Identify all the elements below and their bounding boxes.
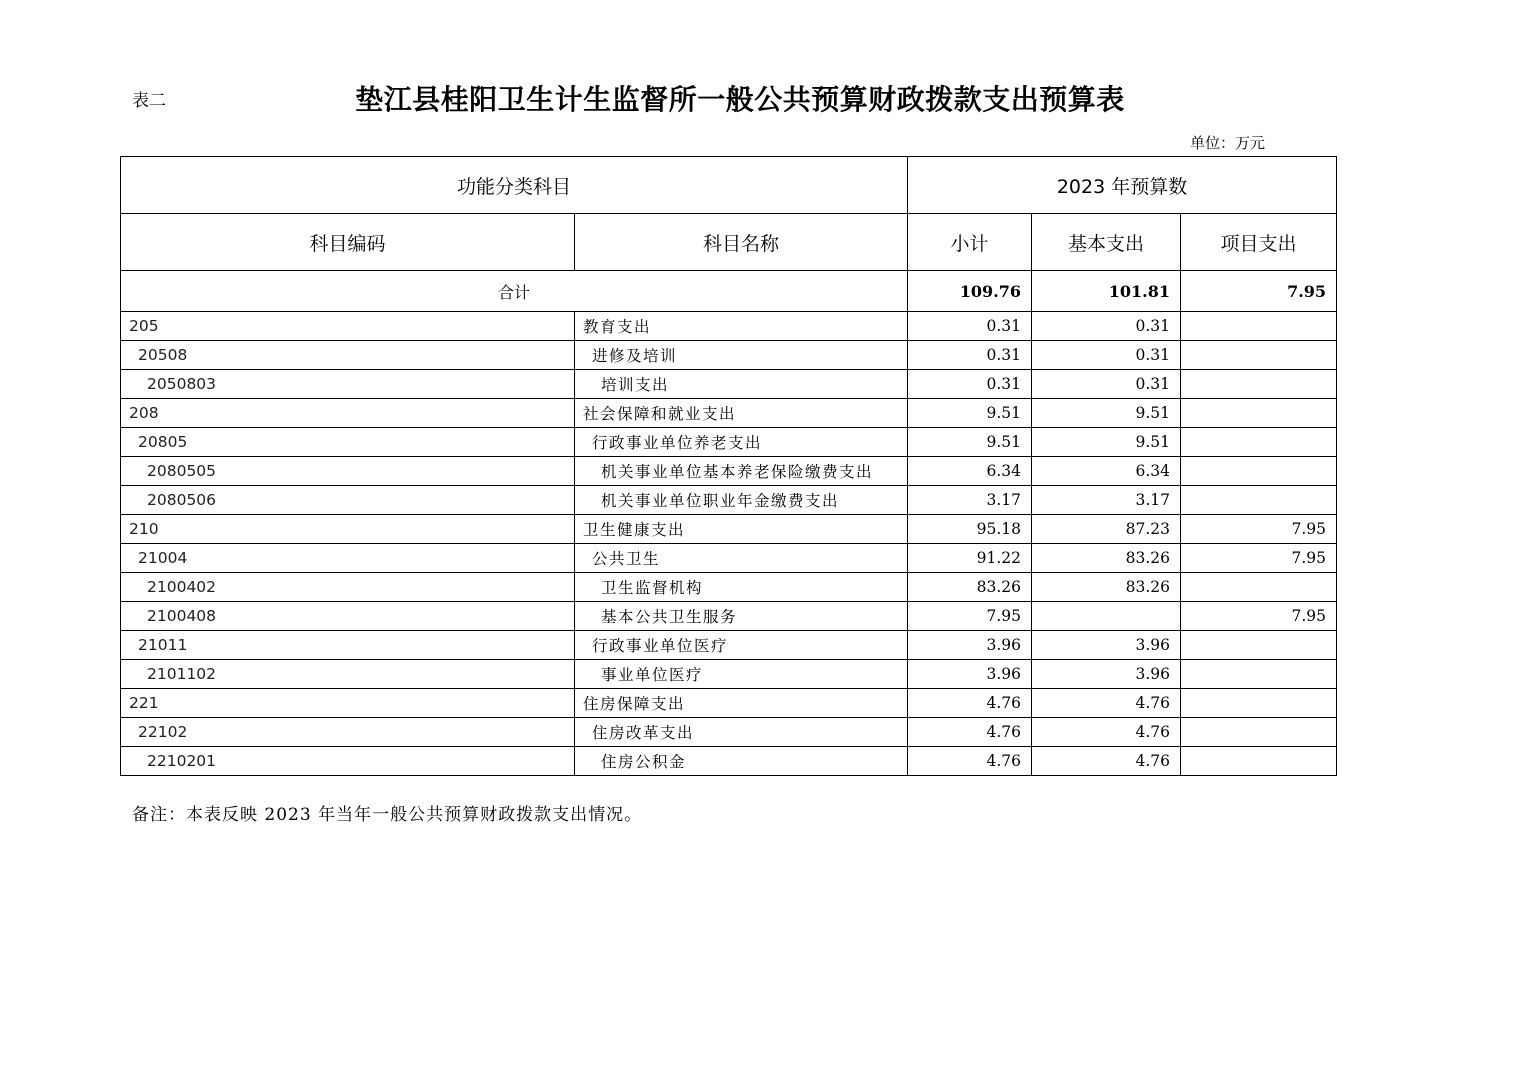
row-basic: 4.76 xyxy=(1032,718,1181,747)
row-code: 2080506 xyxy=(121,486,575,515)
row-code: 2050803 xyxy=(121,370,575,399)
row-project xyxy=(1181,660,1337,689)
table-row xyxy=(121,399,1337,428)
row-basic xyxy=(1032,602,1181,631)
row-name: 住房保障支出 xyxy=(575,689,908,718)
row-name: 社会保障和就业支出 xyxy=(575,399,908,428)
row-project: 7.95 xyxy=(1181,544,1337,573)
page-title: 垫江县桂阳卫生计生监督所一般公共预算财政拨款支出预算表 xyxy=(355,83,1125,116)
total-label: 合计 xyxy=(121,271,908,312)
row-basic: 0.31 xyxy=(1032,312,1181,341)
table-row xyxy=(121,660,1337,689)
row-subtotal: 0.31 xyxy=(908,370,1032,399)
row-subtotal: 91.22 xyxy=(908,544,1032,573)
row-project xyxy=(1181,457,1337,486)
row-name: 住房公积金 xyxy=(575,747,908,776)
row-basic: 4.76 xyxy=(1032,689,1181,718)
table-row xyxy=(121,573,1337,602)
row-subtotal: 7.95 xyxy=(908,602,1032,631)
row-project xyxy=(1181,428,1337,457)
row-code: 208 xyxy=(121,399,575,428)
row-name: 进修及培训 xyxy=(575,341,908,370)
row-project xyxy=(1181,631,1337,660)
row-subtotal: 0.31 xyxy=(908,312,1032,341)
table-row xyxy=(121,486,1337,515)
row-basic: 87.23 xyxy=(1032,515,1181,544)
table-row xyxy=(121,602,1337,631)
row-code: 2100408 xyxy=(121,602,575,631)
table-row xyxy=(121,544,1337,573)
row-basic: 0.31 xyxy=(1032,341,1181,370)
row-name: 卫生监督机构 xyxy=(575,573,908,602)
row-subtotal: 95.18 xyxy=(908,515,1032,544)
total-row xyxy=(121,271,1337,312)
row-basic: 4.76 xyxy=(1032,747,1181,776)
table-row xyxy=(121,718,1337,747)
row-subtotal: 0.31 xyxy=(908,341,1032,370)
row-subtotal: 83.26 xyxy=(908,573,1032,602)
row-subtotal: 3.17 xyxy=(908,486,1032,515)
row-basic: 6.34 xyxy=(1032,457,1181,486)
table-row xyxy=(121,689,1337,718)
header-project: 项目支出 xyxy=(1181,214,1337,271)
row-name: 公共卫生 xyxy=(575,544,908,573)
row-subtotal: 4.76 xyxy=(908,747,1032,776)
row-subtotal: 6.34 xyxy=(908,457,1032,486)
table-row xyxy=(121,515,1337,544)
row-subtotal: 3.96 xyxy=(908,631,1032,660)
row-subtotal: 3.96 xyxy=(908,660,1032,689)
header-row-columns xyxy=(121,214,1337,271)
table-row xyxy=(121,428,1337,457)
table-row xyxy=(121,312,1337,341)
row-project xyxy=(1181,689,1337,718)
row-code: 20805 xyxy=(121,428,575,457)
row-name: 住房改革支出 xyxy=(575,718,908,747)
row-project xyxy=(1181,747,1337,776)
row-project: 7.95 xyxy=(1181,515,1337,544)
row-name: 培训支出 xyxy=(575,370,908,399)
row-basic: 3.96 xyxy=(1032,631,1181,660)
table-row xyxy=(121,370,1337,399)
table-row xyxy=(121,457,1337,486)
total-project: 7.95 xyxy=(1181,271,1337,312)
row-code: 2080505 xyxy=(121,457,575,486)
table-row xyxy=(121,631,1337,660)
row-project xyxy=(1181,341,1337,370)
row-basic: 3.17 xyxy=(1032,486,1181,515)
row-name: 行政事业单位养老支出 xyxy=(575,428,908,457)
header-budget-year: 2023 年预算数 xyxy=(908,157,1337,214)
table-number-label: 表二 xyxy=(132,91,166,111)
row-subtotal: 4.76 xyxy=(908,718,1032,747)
row-name: 机关事业单位基本养老保险缴费支出 xyxy=(575,457,908,486)
row-project xyxy=(1181,486,1337,515)
row-basic: 83.26 xyxy=(1032,544,1181,573)
row-basic: 83.26 xyxy=(1032,573,1181,602)
row-subtotal: 4.76 xyxy=(908,689,1032,718)
row-code: 2101102 xyxy=(121,660,575,689)
total-subtotal: 109.76 xyxy=(908,271,1032,312)
row-basic: 9.51 xyxy=(1032,399,1181,428)
row-subtotal: 9.51 xyxy=(908,428,1032,457)
row-code: 205 xyxy=(121,312,575,341)
header-functional-category: 功能分类科目 xyxy=(121,157,908,214)
row-code: 22102 xyxy=(121,718,575,747)
footnote: 备注：本表反映 2023 年当年一般公共预算财政拨款支出情况。 xyxy=(132,805,643,825)
row-code: 2210201 xyxy=(121,747,575,776)
row-code: 221 xyxy=(121,689,575,718)
row-name: 行政事业单位医疗 xyxy=(575,631,908,660)
row-basic: 9.51 xyxy=(1032,428,1181,457)
table-row xyxy=(121,747,1337,776)
budget-table xyxy=(120,156,1337,776)
row-project xyxy=(1181,312,1337,341)
row-code: 21011 xyxy=(121,631,575,660)
row-code: 210 xyxy=(121,515,575,544)
row-code: 2100402 xyxy=(121,573,575,602)
header-subtotal: 小计 xyxy=(908,214,1032,271)
total-basic: 101.81 xyxy=(1032,271,1181,312)
row-name: 卫生健康支出 xyxy=(575,515,908,544)
row-project: 7.95 xyxy=(1181,602,1337,631)
row-subtotal: 9.51 xyxy=(908,399,1032,428)
row-project xyxy=(1181,399,1337,428)
row-basic: 3.96 xyxy=(1032,660,1181,689)
header-basic: 基本支出 xyxy=(1032,214,1181,271)
row-name: 机关事业单位职业年金缴费支出 xyxy=(575,486,908,515)
row-name: 基本公共卫生服务 xyxy=(575,602,908,631)
header-name: 科目名称 xyxy=(575,214,908,271)
row-project xyxy=(1181,573,1337,602)
row-project xyxy=(1181,718,1337,747)
row-code: 21004 xyxy=(121,544,575,573)
row-name: 事业单位医疗 xyxy=(575,660,908,689)
unit-label: 单位：万元 xyxy=(1190,134,1266,152)
row-code: 20508 xyxy=(121,341,575,370)
table-row xyxy=(121,341,1337,370)
header-row-group xyxy=(121,157,1337,214)
header-code: 科目编码 xyxy=(121,214,575,271)
row-basic: 0.31 xyxy=(1032,370,1181,399)
row-name: 教育支出 xyxy=(575,312,908,341)
row-project xyxy=(1181,370,1337,399)
